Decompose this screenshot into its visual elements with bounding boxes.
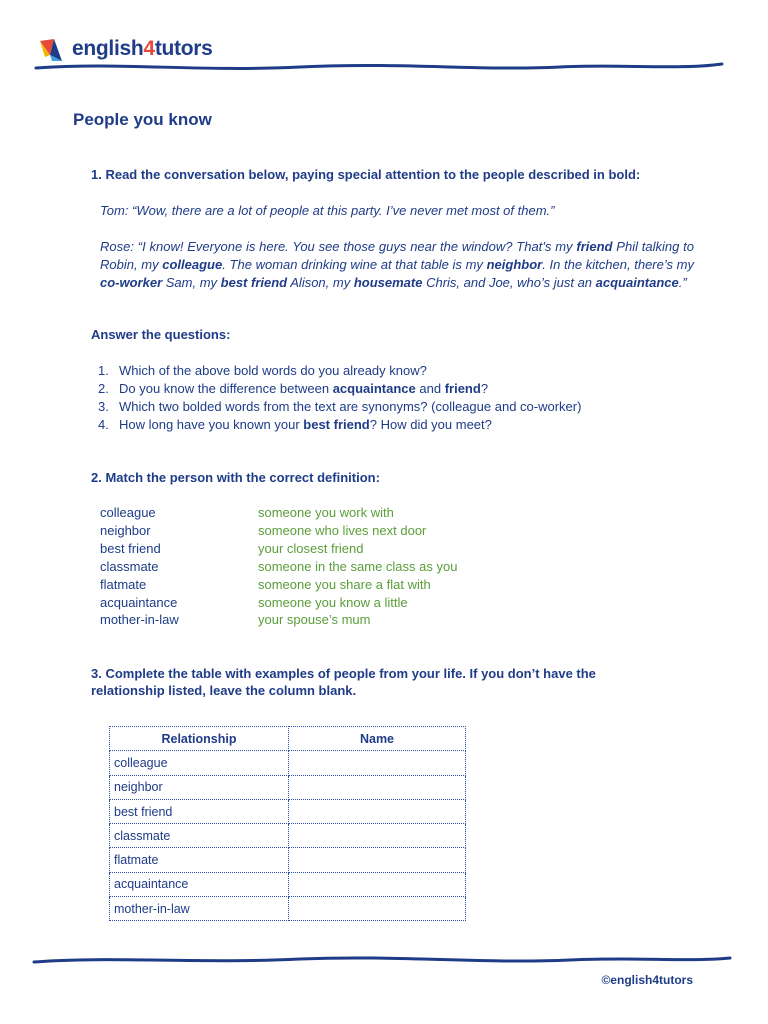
match-definition: someone who lives next door — [258, 522, 427, 538]
match-row — [100, 558, 457, 576]
footer-copyright: ©english4tutors — [601, 973, 693, 987]
match-definition: your closest friend — [258, 540, 364, 556]
page-title: People you know — [73, 110, 212, 129]
name-cell[interactable] — [289, 824, 466, 848]
table-row — [110, 751, 466, 775]
section3-heading-line1: 3. Complete the table with examples of people from your life. If you don’t have the — [91, 666, 596, 681]
relationship-cell: best friend — [110, 799, 289, 823]
match-row — [100, 504, 457, 522]
relationship-cell: classmate — [110, 824, 289, 848]
brand-name: english4tutors — [72, 37, 213, 60]
match-definition: someone you share a flat with — [258, 576, 431, 592]
match-definition: someone you know a little — [258, 594, 408, 610]
relationship-cell: acquaintance — [110, 872, 289, 896]
match-row — [100, 522, 457, 540]
match-term: acquaintance — [100, 594, 178, 610]
list-item: 4. How long have you known your best friend? How did you meet? — [98, 417, 492, 432]
match-term: neighbor — [100, 522, 151, 538]
match-row — [100, 576, 457, 594]
relationship-table — [109, 726, 466, 921]
match-row — [100, 540, 457, 558]
column-header-relationship: Relationship — [110, 727, 289, 751]
bold-co-worker: co-worker — [100, 275, 163, 290]
match-row — [100, 594, 457, 612]
answer-heading: Answer the questions: — [91, 327, 231, 342]
match-list — [100, 504, 457, 629]
list-item: 3. Which two bolded words from the text are synonyms? (colleague and co-worker) — [98, 399, 582, 414]
bold-acquaintance: acquaintance — [595, 275, 679, 290]
name-cell[interactable] — [289, 848, 466, 872]
table-row — [110, 872, 466, 896]
match-definition: your spouse’s mum — [258, 612, 371, 628]
match-term: colleague — [100, 505, 156, 520]
bold-housemate: housemate — [353, 275, 423, 290]
column-header-name: Name — [289, 727, 466, 751]
relationship-cell: flatmate — [110, 848, 289, 872]
relationship-cell: mother-in-law — [110, 897, 289, 921]
bold-neighbor: neighbor — [486, 257, 543, 272]
header-wave-divider — [0, 58, 768, 78]
table-header-row — [110, 727, 466, 751]
name-cell[interactable] — [289, 872, 466, 896]
match-definition: someone you work with — [258, 505, 394, 520]
table-row — [110, 897, 466, 921]
bold-best-friend: best friend — [220, 275, 288, 290]
relationship-cell: neighbor — [110, 775, 289, 799]
table-row — [110, 799, 466, 823]
table-row — [110, 824, 466, 848]
section3-heading-line2: relationship listed, leave the column blank. — [91, 683, 357, 698]
section2-heading: 2. Match the person with the correct definition: — [91, 470, 380, 485]
name-cell[interactable] — [289, 775, 466, 799]
name-cell[interactable] — [289, 897, 466, 921]
name-cell[interactable] — [289, 799, 466, 823]
rose-paragraph: Rose: “I know! Everyone is here. You see those guys near the window? That’s my friend Phil talking to Robin, my colleague. The woman drinking wine at that table is my neighbor. In the kitchen, there’s my co-worker Sam, my best friend Alison, my housemate Chris, and Joe, who’s just an acquaintance.” — [100, 239, 695, 290]
tom-line: Tom: “Wow, there are a lot of people at this party. I’ve never met most of them.” — [100, 203, 555, 218]
bold-friend: friend — [576, 239, 613, 254]
bold-colleague: colleague — [162, 257, 223, 272]
footer-wave-divider — [0, 950, 768, 970]
table-row — [110, 848, 466, 872]
section1-heading: 1. Read the conversation below, paying special attention to the people described in bold: — [91, 167, 641, 182]
match-term: best friend — [100, 540, 161, 556]
name-cell[interactable] — [289, 751, 466, 775]
match-term: flatmate — [100, 576, 147, 592]
match-term: mother-in-law — [100, 612, 179, 628]
match-term: classmate — [100, 558, 159, 574]
relationship-cell: colleague — [110, 751, 289, 775]
match-row — [100, 611, 457, 629]
list-item: 1. Which of the above bold words do you already know? — [98, 363, 427, 378]
table-row — [110, 775, 466, 799]
match-definition: someone in the same class as you — [258, 558, 458, 574]
list-item: 2. Do you know the difference between acquaintance and friend? — [98, 381, 489, 396]
question-list — [98, 362, 581, 434]
